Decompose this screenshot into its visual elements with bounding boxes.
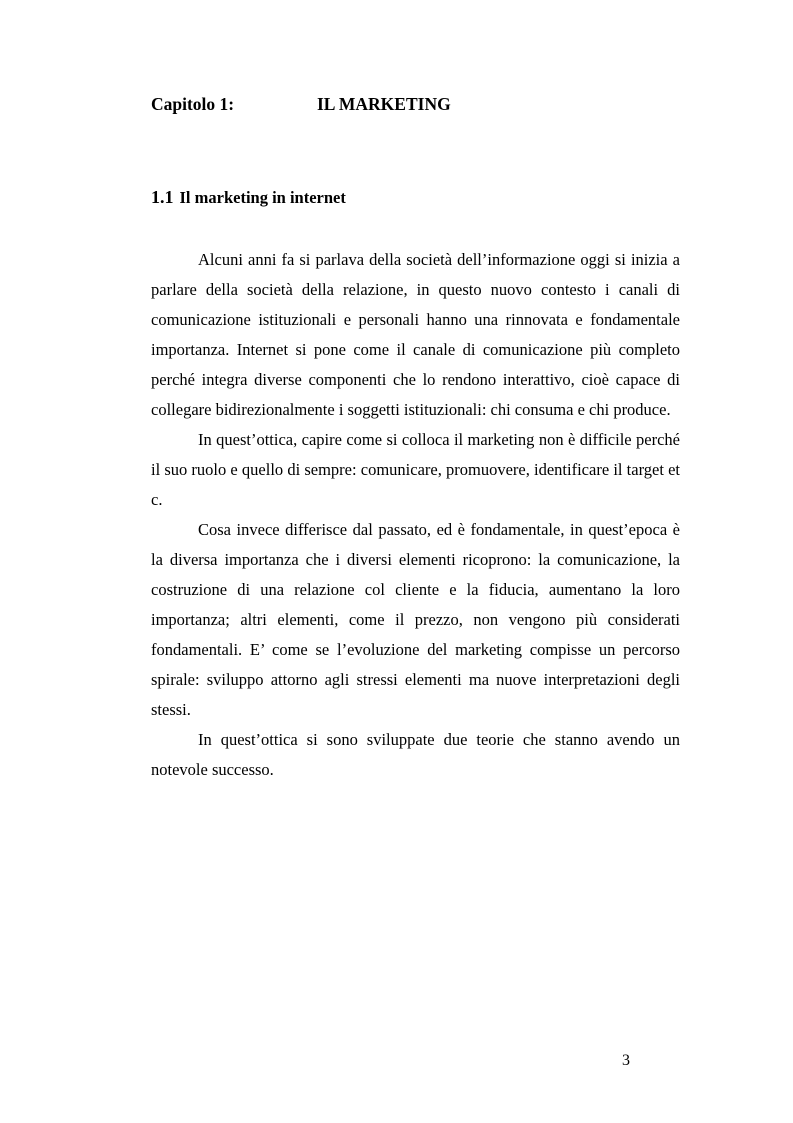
chapter-heading — [151, 94, 451, 115]
chapter-number: Capitolo 1: — [151, 94, 235, 114]
page-number: 3 — [622, 1052, 630, 1069]
paragraph: In quest’ottica si sono sviluppate due teorie che stanno avendo un notevole successo. — [151, 730, 680, 779]
body-text — [151, 245, 680, 785]
paragraph: In quest’ottica, capire come si colloca il marketing non è difficile perché il suo ruolo e quello di sempre: comunicare, promuovere, identificare il target et c. — [151, 430, 680, 509]
section-heading — [151, 187, 346, 208]
section-title: Il marketing in internet — [179, 188, 346, 207]
section-number: 1.1 — [151, 187, 174, 207]
paragraph: Alcuni anni fa si parlava della società dell’informazione oggi si inizia a parlare della società della relazione, in questo nuovo contesto i canali di comunicazione istituzionali e personali hanno una rinnovata e fondamentale importanza. Internet si pone come il canale di comunicazione più completo perché integra diverse componenti che lo rendono interattivo, cioè capace di collegare bidirezionalmente i soggetti istituzionali: chi consuma e chi produce. — [151, 250, 680, 419]
chapter-title: IL MARKETING — [317, 94, 451, 114]
paragraph: Cosa invece differisce dal passato, ed è fondamentale, in quest’epoca è la diversa importanza che i diversi elementi ricoprono: la comunicazione, la costruzione di una relazione col cliente e la fiducia, aumentano la loro importanza; altri elementi, come il prezzo, non vengono più considerati fondamentali. E’ come se l’evoluzione del marketing compisse un percorso spirale: sviluppo attorno agli stressi elementi ma nuove interpretazioni degli stessi. — [151, 520, 680, 719]
